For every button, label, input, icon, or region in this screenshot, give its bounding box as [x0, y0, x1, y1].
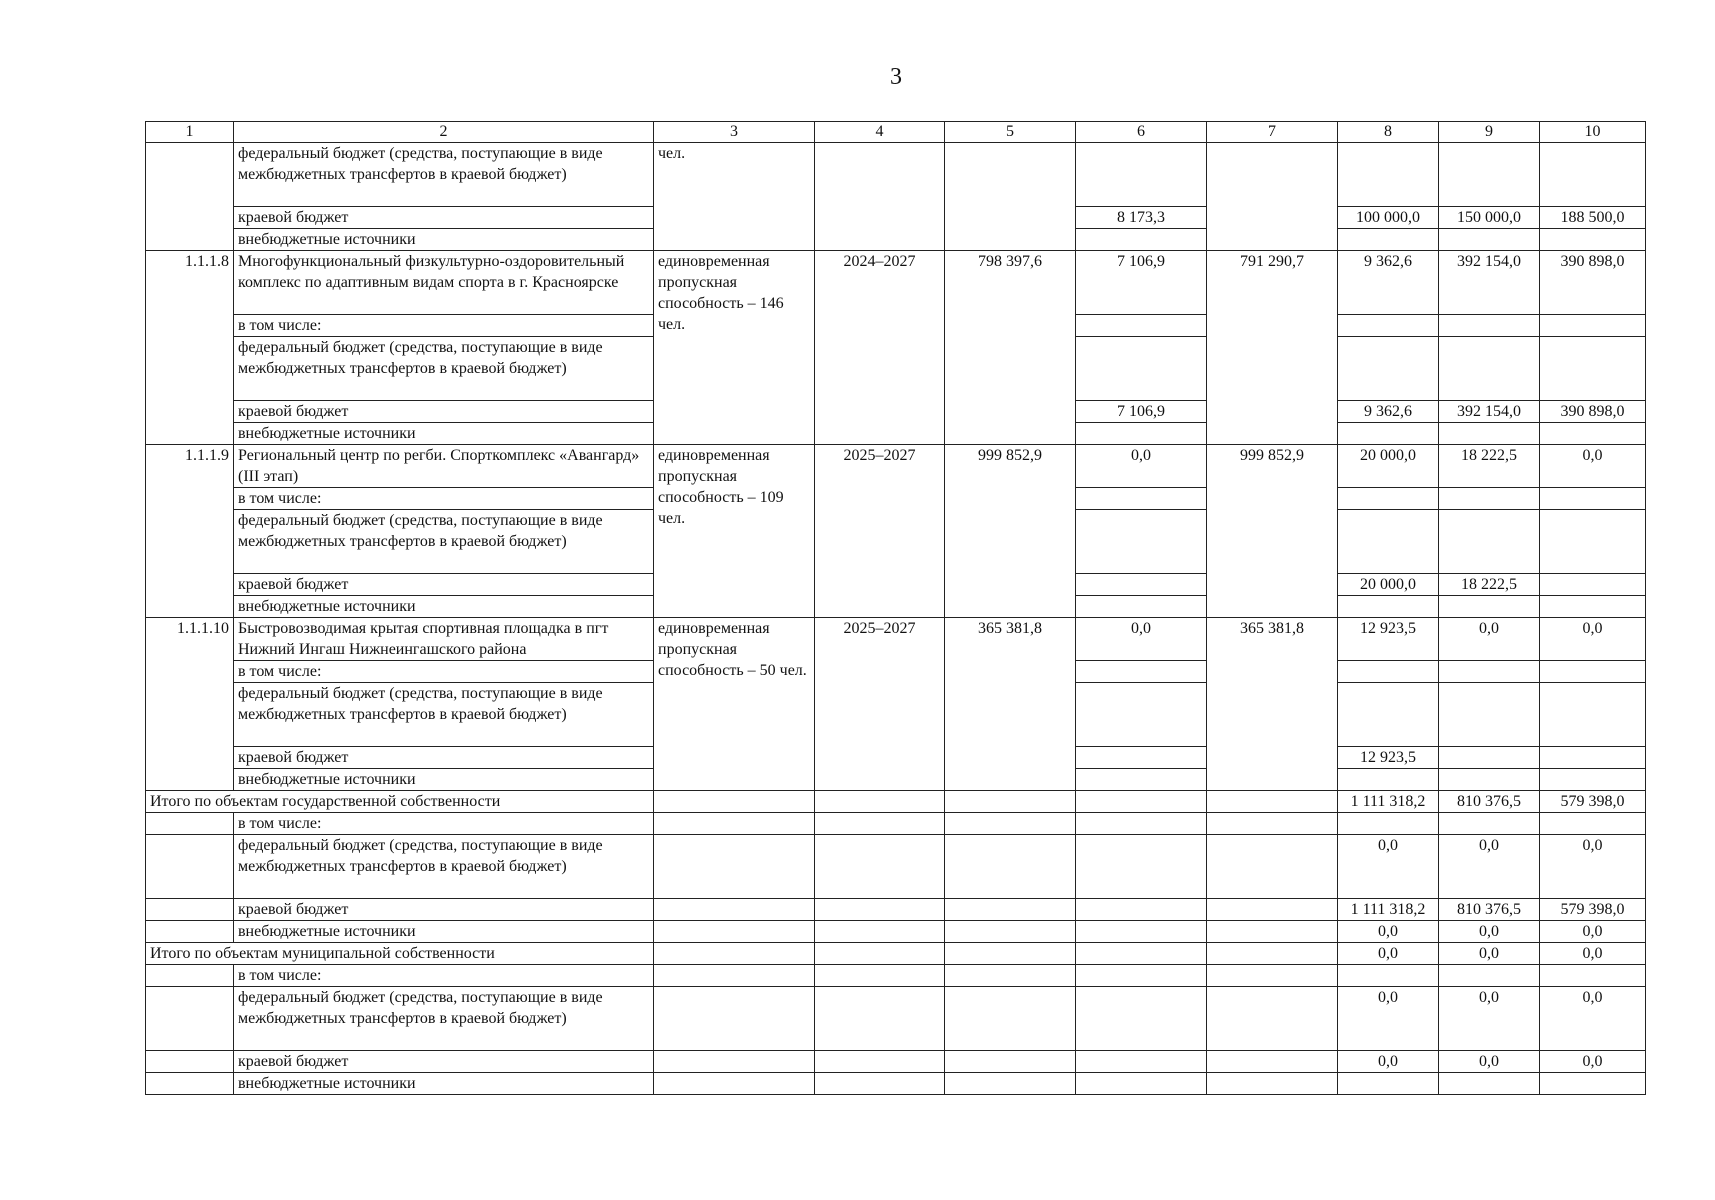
- extrabudget-label: внебюджетные источники: [234, 921, 654, 943]
- value-cell: [1338, 596, 1439, 618]
- value-cell: 0,0: [1540, 1051, 1646, 1073]
- value-cell: 12 923,5: [1338, 747, 1439, 769]
- value-cell: [1338, 769, 1439, 791]
- empty-cell: [1207, 899, 1338, 921]
- empty-cell: [146, 1051, 234, 1073]
- value-cell: 791 290,7: [1207, 251, 1338, 445]
- value-cell: [1338, 143, 1439, 207]
- empty-cell: [146, 921, 234, 943]
- value-cell: [1076, 574, 1207, 596]
- empty-cell: [1207, 965, 1338, 987]
- empty-cell: [945, 965, 1076, 987]
- value-cell: [1076, 423, 1207, 445]
- value-cell: [1540, 769, 1646, 791]
- empty-cell: [815, 899, 945, 921]
- empty-cell: [1439, 965, 1540, 987]
- empty-cell: [815, 965, 945, 987]
- total-row: [146, 943, 1646, 965]
- value-cell: 0,0: [1540, 618, 1646, 661]
- column-header: 1: [146, 122, 234, 143]
- table-row: [146, 987, 1646, 1051]
- empty-cell: [654, 1073, 815, 1095]
- empty-cell: [1076, 1073, 1207, 1095]
- code-cell: [146, 143, 234, 251]
- empty-cell: [1076, 987, 1207, 1051]
- table-row: [146, 921, 1646, 943]
- value-cell: [1338, 1073, 1439, 1095]
- empty-cell: [945, 791, 1076, 813]
- value-cell: [1540, 229, 1646, 251]
- cost-cell: [945, 143, 1076, 251]
- value-cell: [1540, 488, 1646, 510]
- empty-cell: [146, 965, 234, 987]
- regional-label: краевой бюджет: [234, 401, 654, 423]
- empty-cell: [1207, 1051, 1338, 1073]
- value-cell: 0,0: [1338, 835, 1439, 899]
- value-cell: 188 500,0: [1540, 207, 1646, 229]
- empty-cell: [945, 835, 1076, 899]
- value-cell: 0,0: [1338, 1051, 1439, 1073]
- empty-cell: [1076, 791, 1207, 813]
- value-cell: 9 362,6: [1338, 401, 1439, 423]
- empty-cell: [1076, 921, 1207, 943]
- total-title: Итого по объектам муниципальной собственности: [146, 943, 654, 965]
- empty-cell: [1338, 813, 1439, 835]
- column-header: 9: [1439, 122, 1540, 143]
- value-cell: 999 852,9: [1207, 445, 1338, 618]
- value-cell: 392 154,0: [1439, 401, 1540, 423]
- extrabudget-label: внебюджетные источники: [234, 1073, 654, 1095]
- empty-cell: [654, 835, 815, 899]
- empty-cell: [654, 943, 815, 965]
- empty-cell: [146, 813, 234, 835]
- table-row: [146, 618, 1646, 661]
- value-cell: [1076, 510, 1207, 574]
- table-row: [146, 813, 1646, 835]
- value-cell: 0,0: [1338, 921, 1439, 943]
- value-cell: [1338, 423, 1439, 445]
- value-cell: 100 000,0: [1338, 207, 1439, 229]
- empty-cell: [815, 813, 945, 835]
- value-cell: [1540, 423, 1646, 445]
- value-cell: 0,0: [1439, 943, 1540, 965]
- value-cell: [1338, 229, 1439, 251]
- column-header: 5: [945, 122, 1076, 143]
- object-name: Региональный центр по регби. Спорткомплекс «Авангард» (III этап): [234, 445, 654, 488]
- value-cell: 0,0: [1439, 987, 1540, 1051]
- empty-cell: [945, 987, 1076, 1051]
- value-cell: 365 381,8: [1207, 618, 1338, 791]
- value-cell: [1076, 747, 1207, 769]
- value-cell: [1076, 143, 1207, 207]
- empty-cell: [1207, 835, 1338, 899]
- value-cell: 0,0: [1540, 835, 1646, 899]
- empty-cell: [1076, 813, 1207, 835]
- empty-cell: [815, 1073, 945, 1095]
- empty-cell: [1076, 835, 1207, 899]
- empty-cell: [815, 987, 945, 1051]
- value-cell: 390 898,0: [1540, 251, 1646, 315]
- value-cell: [1540, 315, 1646, 337]
- value-cell: [1439, 229, 1540, 251]
- empty-cell: [945, 943, 1076, 965]
- value-cell: [1076, 337, 1207, 401]
- value-cell: [1076, 229, 1207, 251]
- value-cell: [1439, 661, 1540, 683]
- value-cell: 0,0: [1076, 445, 1207, 488]
- empty-cell: [1207, 791, 1338, 813]
- value-cell: 12 923,5: [1338, 618, 1439, 661]
- regional-label: краевой бюджет: [234, 747, 654, 769]
- value-cell: 0,0: [1076, 618, 1207, 661]
- value-cell: 20 000,0: [1338, 574, 1439, 596]
- value-cell: 8 173,3: [1076, 207, 1207, 229]
- value-cell: [1076, 596, 1207, 618]
- federal-label: федеральный бюджет (средства, поступающие в виде межбюджетных трансфертов в краевой бюджет): [234, 143, 654, 207]
- value-cell: 0,0: [1540, 445, 1646, 488]
- empty-cell: [654, 1051, 815, 1073]
- column-header: 7: [1207, 122, 1338, 143]
- value-cell: [1076, 661, 1207, 683]
- in-that-number-label: в том числе:: [234, 488, 654, 510]
- value-cell: 9 362,6: [1338, 251, 1439, 315]
- empty-cell: [945, 899, 1076, 921]
- in-that-number-label: в том числе:: [234, 813, 654, 835]
- empty-cell: [146, 987, 234, 1051]
- value-cell: 0,0: [1338, 987, 1439, 1051]
- in-that-number-label: в том числе:: [234, 661, 654, 683]
- cost-cell: 365 381,8: [945, 618, 1076, 791]
- value-cell: 392 154,0: [1439, 251, 1540, 315]
- value-cell: [1076, 683, 1207, 747]
- value-cell: [1076, 769, 1207, 791]
- empty-cell: [1207, 1073, 1338, 1095]
- value-cell: 810 376,5: [1439, 899, 1540, 921]
- empty-cell: [1076, 943, 1207, 965]
- value-cell: 0,0: [1439, 921, 1540, 943]
- column-header: 8: [1338, 122, 1439, 143]
- value-cell: 0,0: [1540, 987, 1646, 1051]
- capacity-cell: единовременная пропускная способность – 146 чел.: [654, 251, 815, 445]
- capacity-cell: единовременная пропускная способность – 50 чел.: [654, 618, 815, 791]
- value-cell: [1540, 596, 1646, 618]
- value-cell: 0,0: [1540, 943, 1646, 965]
- table-row: [146, 965, 1646, 987]
- extrabudget-label: внебюджетные источники: [234, 596, 654, 618]
- empty-cell: [1338, 965, 1439, 987]
- empty-cell: [654, 921, 815, 943]
- empty-cell: [654, 987, 815, 1051]
- value-cell: 150 000,0: [1439, 207, 1540, 229]
- value-cell: [1439, 423, 1540, 445]
- object-code: 1.1.1.9: [146, 445, 234, 618]
- value-cell: 18 222,5: [1439, 574, 1540, 596]
- federal-label: федеральный бюджет (средства, поступающие в виде межбюджетных трансфертов в краевой бюджет): [234, 510, 654, 574]
- table-row: [146, 1073, 1646, 1095]
- value-cell: [1439, 315, 1540, 337]
- table-row: [146, 899, 1646, 921]
- column-header: 3: [654, 122, 815, 143]
- value-cell: 7 106,9: [1076, 401, 1207, 423]
- empty-cell: [654, 813, 815, 835]
- empty-cell: [1076, 899, 1207, 921]
- value-cell: [1540, 661, 1646, 683]
- value-cell: 0,0: [1338, 943, 1439, 965]
- object-code: 1.1.1.8: [146, 251, 234, 445]
- empty-cell: [146, 835, 234, 899]
- value-cell: [1338, 337, 1439, 401]
- column-header: 6: [1076, 122, 1207, 143]
- value-cell: 0,0: [1439, 1051, 1540, 1073]
- empty-cell: [815, 1051, 945, 1073]
- table-row: [146, 251, 1646, 315]
- table-row: [146, 143, 1646, 207]
- extrabudget-label: внебюджетные источники: [234, 229, 654, 251]
- object-name: Многофункциональный физкультурно-оздоровительный комплекс по адаптивным видам спорта в г. Красноярске: [234, 251, 654, 315]
- empty-cell: [1207, 813, 1338, 835]
- regional-label: краевой бюджет: [234, 574, 654, 596]
- empty-cell: [1207, 987, 1338, 1051]
- capacity-cell: единовременная пропускная способность – 109 чел.: [654, 445, 815, 618]
- value-cell: 1 111 318,2: [1338, 899, 1439, 921]
- empty-cell: [1439, 813, 1540, 835]
- empty-cell: [1540, 965, 1646, 987]
- value-cell: [1338, 683, 1439, 747]
- value-cell: [1076, 315, 1207, 337]
- value-cell: [1540, 143, 1646, 207]
- object-code: 1.1.1.10: [146, 618, 234, 791]
- value-cell: 7 106,9: [1076, 251, 1207, 315]
- empty-cell: [945, 813, 1076, 835]
- regional-label: краевой бюджет: [234, 207, 654, 229]
- total-title: Итого по объектам государственной собственности: [146, 791, 654, 813]
- value-cell: [1338, 488, 1439, 510]
- budget-table: [145, 121, 1646, 1095]
- value-cell: 1 111 318,2: [1338, 791, 1439, 813]
- federal-label: федеральный бюджет (средства, поступающие в виде межбюджетных трансфертов в краевой бюджет): [234, 337, 654, 401]
- value-cell: [1207, 143, 1338, 251]
- value-cell: [1439, 143, 1540, 207]
- page-number: 3: [890, 64, 902, 90]
- value-cell: [1439, 683, 1540, 747]
- extrabudget-label: внебюджетные источники: [234, 769, 654, 791]
- federal-label: федеральный бюджет (средства, поступающие в виде межбюджетных трансфертов в краевой бюджет): [234, 683, 654, 747]
- capacity-cell: чел.: [654, 143, 815, 251]
- in-that-number-label: в том числе:: [234, 965, 654, 987]
- value-cell: 18 222,5: [1439, 445, 1540, 488]
- value-cell: [1338, 315, 1439, 337]
- value-cell: [1540, 683, 1646, 747]
- value-cell: [1540, 574, 1646, 596]
- period-cell: 2024–2027: [815, 251, 945, 445]
- value-cell: 390 898,0: [1540, 401, 1646, 423]
- total-row: [146, 791, 1646, 813]
- value-cell: [1439, 488, 1540, 510]
- empty-cell: [1540, 813, 1646, 835]
- table-row: [146, 835, 1646, 899]
- value-cell: [1338, 661, 1439, 683]
- value-cell: [1439, 747, 1540, 769]
- value-cell: 579 398,0: [1540, 899, 1646, 921]
- value-cell: [1439, 337, 1540, 401]
- regional-label: краевой бюджет: [234, 1051, 654, 1073]
- value-cell: 579 398,0: [1540, 791, 1646, 813]
- empty-cell: [1076, 1051, 1207, 1073]
- value-cell: 0,0: [1439, 835, 1540, 899]
- empty-cell: [815, 921, 945, 943]
- empty-cell: [654, 965, 815, 987]
- extrabudget-label: внебюджетные источники: [234, 423, 654, 445]
- empty-cell: [1207, 943, 1338, 965]
- column-header: 10: [1540, 122, 1646, 143]
- empty-cell: [1076, 965, 1207, 987]
- empty-cell: [945, 1073, 1076, 1095]
- empty-cell: [146, 1073, 234, 1095]
- value-cell: [1439, 769, 1540, 791]
- value-cell: [1540, 337, 1646, 401]
- empty-cell: [146, 899, 234, 921]
- cost-cell: 999 852,9: [945, 445, 1076, 618]
- empty-cell: [945, 1051, 1076, 1073]
- in-that-number-label: в том числе:: [234, 315, 654, 337]
- table-row: [146, 445, 1646, 488]
- header-row: [146, 122, 1646, 143]
- value-cell: [1540, 510, 1646, 574]
- value-cell: [1540, 747, 1646, 769]
- value-cell: [1439, 596, 1540, 618]
- empty-cell: [815, 835, 945, 899]
- value-cell: [1338, 510, 1439, 574]
- empty-cell: [1207, 921, 1338, 943]
- empty-cell: [945, 921, 1076, 943]
- value-cell: 0,0: [1540, 921, 1646, 943]
- regional-label: краевой бюджет: [234, 899, 654, 921]
- value-cell: 20 000,0: [1338, 445, 1439, 488]
- value-cell: [1076, 488, 1207, 510]
- value-cell: [1439, 510, 1540, 574]
- object-name: Быстровозводимая крытая спортивная площадка в пгт Нижний Ингаш Нижнеингашского района: [234, 618, 654, 661]
- value-cell: 810 376,5: [1439, 791, 1540, 813]
- empty-cell: [815, 943, 945, 965]
- period-cell: 2025–2027: [815, 445, 945, 618]
- empty-cell: [654, 791, 815, 813]
- period-cell: 2025–2027: [815, 618, 945, 791]
- period-cell: [815, 143, 945, 251]
- value-cell: [1540, 1073, 1646, 1095]
- value-cell: [1439, 1073, 1540, 1095]
- federal-label: федеральный бюджет (средства, поступающие в виде межбюджетных трансфертов в краевой бюджет): [234, 987, 654, 1051]
- column-header: 4: [815, 122, 945, 143]
- value-cell: 0,0: [1439, 618, 1540, 661]
- cost-cell: 798 397,6: [945, 251, 1076, 445]
- empty-cell: [815, 791, 945, 813]
- column-header: 2: [234, 122, 654, 143]
- table-row: [146, 1051, 1646, 1073]
- empty-cell: [654, 899, 815, 921]
- federal-label: федеральный бюджет (средства, поступающие в виде межбюджетных трансфертов в краевой бюджет): [234, 835, 654, 899]
